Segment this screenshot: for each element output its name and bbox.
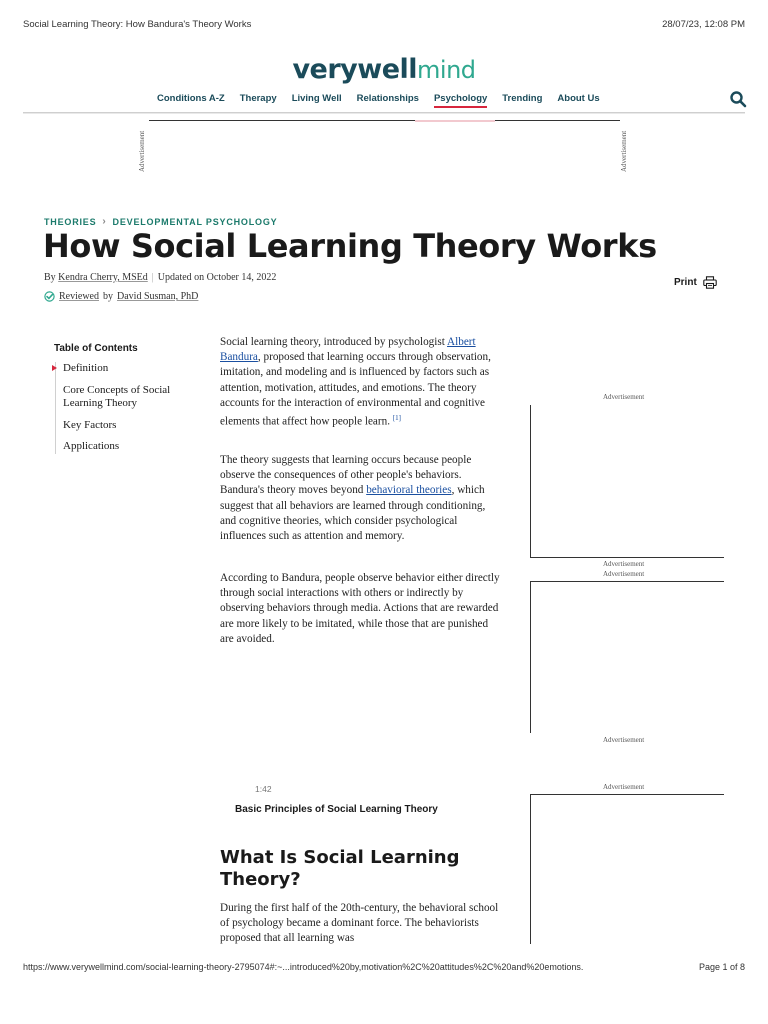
- site-logo[interactable]: [0, 54, 768, 86]
- nav-item-trending[interactable]: Trending: [502, 93, 543, 104]
- printer-icon: [703, 276, 717, 289]
- nav-item-relationships[interactable]: Relationships: [356, 93, 419, 104]
- ad-box-border: [530, 557, 724, 558]
- updated-date: Updated on October 14, 2022: [157, 272, 277, 283]
- behavioral-theories-link[interactable]: behavioral theories: [366, 484, 452, 497]
- paragraph-text: The theory suggests that learning occurs because people observe the consequences of other people's behaviors. Bandura's theory moves beyond: [220, 454, 472, 497]
- article-paragraph: [220, 453, 503, 544]
- byline-by: By: [44, 272, 56, 283]
- main-nav: [157, 92, 600, 108]
- nav-item-therapy[interactable]: Therapy: [239, 93, 277, 104]
- nav-item-living-well[interactable]: Living Well: [291, 93, 342, 104]
- toc-list: [55, 362, 184, 454]
- article-paragraph: [220, 335, 503, 430]
- toc-title: Table of Contents: [54, 343, 138, 354]
- nav-item-conditions[interactable]: Conditions A-Z: [157, 93, 225, 104]
- search-icon[interactable]: [729, 90, 747, 108]
- ad-box-border: [530, 405, 531, 557]
- logo-wordmark-bold: verywell: [292, 54, 418, 85]
- video-caption[interactable]: Basic Principles of Social Learning Theory: [235, 804, 438, 815]
- section-heading: What Is Social Learning Theory?: [220, 847, 460, 890]
- author-link[interactable]: Kendra Cherry, MSEd: [58, 272, 148, 283]
- toc-item-applications[interactable]: Applications: [63, 440, 120, 452]
- print-footer-url: https://www.verywellmind.com/social-learning-theory-2795074#:~...introduced%20by,motivation%2C%20attitudes%2C%20and%20emotions.: [23, 962, 584, 972]
- print-label: Print: [674, 277, 697, 288]
- print-footer-page: Page 1 of 8: [698, 962, 745, 972]
- article-paragraph: According to Bandura, people observe behavior either directly through social interactions with others or indirectly by observing behaviors through media. Actions that are rewarded are more likely to be imitated, while those that are punished are avoided.: [220, 572, 500, 645]
- byline: [44, 272, 276, 283]
- byline-separator: |: [151, 272, 154, 283]
- paragraph-text: , proposed that learning occurs through observation, imitation, and modeling and is influenced by factors such as attention, motivation, attitudes, and emotions. The theory accounts for the interaction of environmental and cognitive elements that affect how people learn.: [220, 351, 491, 428]
- video-duration: 1:42: [255, 784, 272, 794]
- paragraph-text: , which suggest that all behaviors are learned through conditioning, and cognitive theories, which consider psychological influences such as attention and memory.: [220, 484, 486, 543]
- print-header-datetime: 28/07/23, 12:08 PM: [662, 19, 745, 30]
- table-of-contents: [54, 343, 184, 462]
- print-footer: [23, 962, 745, 974]
- ad-box-border: [530, 794, 531, 944]
- article-paragraph: During the first half of the 20th-century, the behavioral school of psychology became a dominant force. The behaviorists proposed that all learning was: [220, 902, 499, 945]
- header-divider-shadow: [23, 113, 745, 114]
- toc-item-key-factors[interactable]: Key Factors: [63, 418, 117, 431]
- top-ad-highlight: [415, 120, 495, 122]
- chevron-right-icon: ›: [102, 216, 107, 227]
- print-header: [23, 19, 745, 33]
- reviewer-link[interactable]: David Susman, PhD: [117, 291, 199, 302]
- paragraph-text: Social learning theory, introduced by psychologist: [220, 336, 448, 348]
- ad-label: Advertisement: [603, 736, 645, 744]
- toc-item-definition[interactable]: Definition: [56, 362, 184, 376]
- logo-wordmark-light: mind: [417, 56, 476, 84]
- ad-box-border: [530, 794, 724, 795]
- ad-label-vertical-left: Advertisement: [138, 130, 146, 172]
- ad-box-border: [530, 581, 724, 582]
- top-ad-border: [149, 120, 620, 121]
- reviewed-by-text: by: [103, 291, 113, 302]
- albert-bandura-link[interactable]: Albert Bandura: [220, 336, 476, 364]
- ad-label: Advertisement: [603, 783, 645, 791]
- verified-check-icon: [44, 291, 55, 302]
- page-title: How Social Learning Theory Works: [43, 227, 657, 265]
- ad-label: Advertisement: [603, 570, 645, 578]
- toc-item-core-concepts[interactable]: Core Concepts of Social Learning Theory: [63, 383, 171, 409]
- breadcrumb-theories[interactable]: THEORIES: [44, 216, 97, 227]
- ad-box-border: [530, 581, 531, 733]
- print-button[interactable]: [674, 276, 717, 289]
- ad-label: Advertisement: [603, 393, 645, 401]
- citation-1-link[interactable]: [1]: [392, 414, 401, 423]
- breadcrumb-developmental-psychology[interactable]: DEVELOPMENTAL PSYCHOLOGY: [112, 216, 278, 227]
- reviewed-link[interactable]: Reviewed: [59, 291, 99, 302]
- nav-item-about-us[interactable]: About Us: [557, 93, 600, 104]
- nav-item-psychology[interactable]: Psychology: [434, 92, 487, 108]
- reviewed-line: [44, 291, 198, 302]
- ad-label-vertical-right: Advertisement: [620, 130, 628, 172]
- ad-label: Advertisement: [603, 560, 645, 568]
- print-header-title: Social Learning Theory: How Bandura's Theory Works: [23, 19, 252, 30]
